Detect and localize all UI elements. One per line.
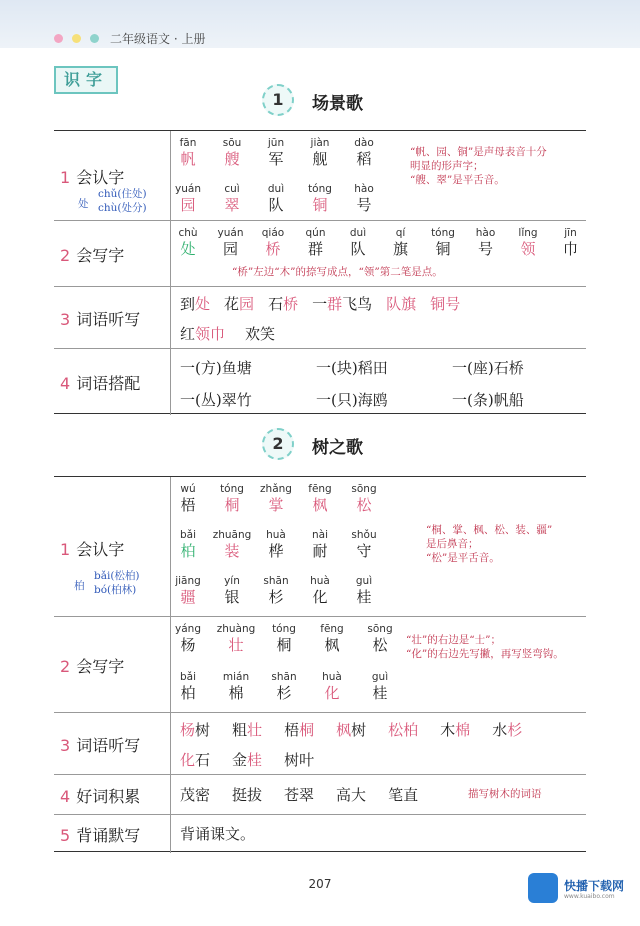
char-cell <box>212 483 252 515</box>
row-label: 1 会认字 <box>60 540 125 559</box>
hanzi: 号 <box>477 240 493 258</box>
word-char: 化 <box>180 751 196 769</box>
handwritten-note <box>410 145 547 187</box>
word-char: 桂 <box>247 751 263 769</box>
pinyin: sōng <box>367 623 393 635</box>
hanzi: 铜 <box>435 240 451 258</box>
hanzi: 桐 <box>224 496 240 514</box>
hanzi: 装 <box>224 542 240 560</box>
word <box>336 721 366 739</box>
pinyin: zhuāng <box>212 529 252 541</box>
word-char: 杉 <box>507 721 523 739</box>
word-char: 水 <box>492 721 508 739</box>
char-cell <box>360 623 400 655</box>
handwritten-note <box>232 265 443 279</box>
pink-dot <box>54 34 63 43</box>
pinyin: zhuàng <box>216 623 256 635</box>
hanzi: 疆 <box>180 588 196 606</box>
char-cell <box>344 483 384 515</box>
logo-icon <box>528 873 558 903</box>
char-cell <box>344 137 384 169</box>
pinyin: yáng <box>175 623 201 635</box>
pinyin: huà <box>322 671 342 683</box>
word-part: 旗 <box>401 295 417 313</box>
section-badge: 识字 <box>54 66 118 94</box>
row-label: 2 会写字 <box>60 246 125 265</box>
word-part: 领巾 <box>195 325 226 343</box>
lesson-title: 场景歌 <box>312 94 363 114</box>
char-cell <box>168 529 208 561</box>
poly-reading-1: chǔ(住处) <box>98 188 147 200</box>
note-line: “壮”的右边是“士”； <box>406 634 501 646</box>
poly-reading-2: bó(柏林) <box>94 584 137 596</box>
word-char: 杨 <box>180 721 196 739</box>
dictation-line-1 <box>180 293 460 314</box>
header-bar <box>0 0 640 48</box>
pinyin: tóng <box>272 623 296 635</box>
good-words <box>180 784 418 805</box>
word-char: 木 <box>440 721 456 739</box>
char-cell <box>360 671 400 703</box>
note-line: “松”是平舌音。 <box>426 552 500 564</box>
hanzi: 队 <box>350 240 366 258</box>
hanzi: 军 <box>268 150 284 168</box>
note-line: 明显的形声字； <box>410 160 484 172</box>
polyphone-note <box>78 187 147 215</box>
word-part: 号 <box>445 295 461 313</box>
hanzi: 桂 <box>356 588 372 606</box>
row-recognize <box>54 131 586 221</box>
good-word: 高大 <box>336 786 367 804</box>
char-cell <box>300 529 340 561</box>
pinyin: duì <box>267 183 285 195</box>
pinyin: qí <box>395 227 406 239</box>
hanzi: 群 <box>307 240 323 258</box>
note-line: 是后鼻音； <box>426 538 479 550</box>
handwritten-note <box>406 633 564 661</box>
char-cell <box>344 575 384 607</box>
pinyin: cuì <box>224 183 240 195</box>
char-cell <box>300 183 340 215</box>
hanzi: 杉 <box>268 588 284 606</box>
pinyin: yín <box>224 575 240 587</box>
word <box>232 721 262 739</box>
hanzi: 巾 <box>562 240 578 258</box>
char-cell <box>300 137 340 169</box>
hanzi: 桥 <box>265 240 281 258</box>
hanzi: 领 <box>520 240 536 258</box>
hanzi: 柏 <box>180 684 196 702</box>
hanzi: 园 <box>180 196 196 214</box>
good-word: 挺拔 <box>232 786 263 804</box>
logo-name: 快播下载网 <box>564 879 625 893</box>
char-cell <box>264 671 304 703</box>
hanzi: 处 <box>180 240 196 258</box>
poly-char: 处 <box>78 198 89 210</box>
pinyin: tóng <box>308 183 332 195</box>
word-part: 处 <box>195 295 211 313</box>
hanzi: 银 <box>224 588 240 606</box>
word-char: 棉 <box>455 721 471 739</box>
char-cell <box>312 671 352 703</box>
pinyin: bǎi <box>179 529 197 541</box>
recite-text: 背诵课文。 <box>180 825 256 843</box>
hanzi: 柏 <box>180 542 196 560</box>
word-char: 柏 <box>403 721 419 739</box>
pinyin: sōng <box>351 483 377 495</box>
note-line: 描写树木的词语 <box>468 788 542 800</box>
word-char: 粗 <box>232 721 248 739</box>
pinyin: mián <box>222 671 250 683</box>
matching-item: 一(丛)翠竹 <box>180 391 252 409</box>
word-part: 一 <box>312 295 328 313</box>
word-char: 桐 <box>299 721 315 739</box>
poly-reading-2: chù(处分) <box>98 202 147 214</box>
note-line: “艘、翠”是平舌音。 <box>410 174 505 186</box>
char-cell <box>211 227 251 259</box>
row-label: 3 词语听写 <box>60 736 141 755</box>
hanzi: 稻 <box>356 150 372 168</box>
pinyin: fēng <box>320 623 344 635</box>
good-word: 笔直 <box>388 786 419 804</box>
dictation-line-2 <box>180 323 275 344</box>
word-char: 石 <box>195 751 211 769</box>
word-char: 叶 <box>299 751 315 769</box>
row-label: 3 词语听写 <box>60 310 141 329</box>
row-recite <box>54 815 586 853</box>
dictation-line-2 <box>180 749 314 770</box>
word <box>284 721 314 739</box>
char-cell <box>168 183 208 215</box>
char-cell <box>256 575 296 607</box>
word-char: 树 <box>284 751 300 769</box>
hanzi: 守 <box>356 542 372 560</box>
word <box>440 721 470 739</box>
char-cell <box>212 529 252 561</box>
char-cell <box>256 137 296 169</box>
hanzi: 棉 <box>228 684 244 702</box>
char-cell <box>216 623 256 655</box>
matching-item: 一(只)海鸥 <box>316 391 388 409</box>
pinyin: bǎi <box>179 671 197 683</box>
pinyin: qún <box>305 227 326 239</box>
pinyin: chù <box>178 227 198 239</box>
word-part: 园 <box>239 295 255 313</box>
pinyin: qiáo <box>261 227 285 239</box>
lesson-2-header <box>0 424 640 464</box>
pinyin: duì <box>349 227 367 239</box>
hanzi: 梧 <box>180 496 196 514</box>
pinyin: lǐng <box>518 227 538 239</box>
char-cell <box>423 227 463 259</box>
lesson-number: 1 <box>262 84 294 116</box>
row-label: 4 好词积累 <box>60 787 141 806</box>
word <box>388 721 418 739</box>
char-cell <box>296 227 336 259</box>
yellow-dot <box>72 34 81 43</box>
word-char: 金 <box>232 751 248 769</box>
word-char: 梧 <box>284 721 300 739</box>
pinyin: guì <box>355 575 373 587</box>
row-label: 4 词语搭配 <box>60 374 141 393</box>
pinyin: jīn <box>564 227 577 239</box>
char-cell <box>344 183 384 215</box>
char-cell <box>381 227 421 259</box>
char-cell <box>212 137 252 169</box>
word-char: 松 <box>388 721 404 739</box>
hanzi: 杉 <box>276 684 292 702</box>
pinyin: hào <box>354 183 374 195</box>
lesson-1-table <box>54 130 586 414</box>
hanzi: 壮 <box>228 636 244 654</box>
word-char: 壮 <box>247 721 263 739</box>
note-line: “桐、掌、枫、松、装、疆” <box>426 524 553 536</box>
char-cell <box>466 227 506 259</box>
word-part: 桥 <box>283 295 299 313</box>
note-line: “桥”左边“木”的捺写成点，“领”第二笔是点。 <box>232 266 443 278</box>
char-cell <box>168 623 208 655</box>
pinyin: jūn <box>267 137 285 149</box>
hanzi: 杨 <box>180 636 196 654</box>
hanzi: 化 <box>312 588 328 606</box>
hanzi: 桦 <box>268 542 284 560</box>
word-part: 欢笑 <box>245 325 276 343</box>
hanzi: 枫 <box>312 496 328 514</box>
char-cell <box>212 183 252 215</box>
pinyin: fēng <box>308 483 332 495</box>
pinyin: fān <box>179 137 197 149</box>
page-number: 207 <box>308 877 332 891</box>
word <box>284 751 314 769</box>
pinyin: shān <box>263 575 289 587</box>
pinyin: guì <box>371 671 389 683</box>
watermark-logo <box>528 873 628 909</box>
lesson-2-table <box>54 476 586 852</box>
pinyin: zhǎng <box>260 483 292 495</box>
hanzi: 化 <box>324 684 340 702</box>
hanzi: 舰 <box>312 150 328 168</box>
hanzi: 松 <box>356 496 372 514</box>
char-cell <box>300 575 340 607</box>
char-cell <box>216 671 256 703</box>
hanzi: 桐 <box>276 636 292 654</box>
pinyin: hào <box>475 227 496 239</box>
pinyin: huà <box>266 529 286 541</box>
char-cell <box>168 137 208 169</box>
pinyin: sōu <box>222 137 242 149</box>
lesson-number: 2 <box>262 428 294 460</box>
hanzi: 翠 <box>224 196 240 214</box>
row-good-words <box>54 775 586 815</box>
row-label: 2 会写字 <box>60 657 125 676</box>
hanzi: 松 <box>372 636 388 654</box>
pinyin: yuán <box>175 183 201 195</box>
word-char: 树 <box>351 721 367 739</box>
hanzi: 枫 <box>324 636 340 654</box>
pinyin: shǒu <box>351 529 377 541</box>
hanzi: 桂 <box>372 684 388 702</box>
row-write <box>54 221 586 287</box>
pinyin: wú <box>180 483 196 495</box>
hanzi: 园 <box>222 240 238 258</box>
hanzi: 掌 <box>268 496 284 514</box>
hanzi: 旗 <box>392 240 408 258</box>
book-title: 二年级语文 · 上册 <box>110 32 206 46</box>
note-line: “化”的右边先写撇，再写竖弯钩。 <box>406 648 564 660</box>
word <box>180 721 210 739</box>
matching-item: 一(块)稻田 <box>316 359 388 377</box>
hanzi: 铜 <box>312 196 328 214</box>
poly-char: 柏 <box>74 580 85 592</box>
logo-url: www.kuaibo.com <box>564 893 615 900</box>
char-cell <box>256 529 296 561</box>
lesson-1-header <box>0 82 640 122</box>
hanzi: 号 <box>356 196 372 214</box>
word-part: 飞鸟 <box>342 295 373 313</box>
hanzi: 艘 <box>224 150 240 168</box>
hanzi: 帆 <box>180 150 196 168</box>
lesson-title: 树之歌 <box>312 438 363 458</box>
word-part: 红 <box>180 325 196 343</box>
matching-item: 一(条)帆船 <box>452 391 524 409</box>
word-part: 花 <box>224 295 240 313</box>
word <box>180 751 210 769</box>
char-cell <box>256 183 296 215</box>
char-cell <box>256 483 296 515</box>
char-cell <box>551 227 591 259</box>
char-cell <box>300 483 340 515</box>
char-cell <box>168 483 208 515</box>
handwritten-note <box>468 787 542 801</box>
hanzi: 队 <box>268 196 284 214</box>
pinyin: jiàn <box>310 137 330 149</box>
char-cell <box>168 227 208 259</box>
pinyin: nài <box>311 529 328 541</box>
pinyin: dào <box>354 137 374 149</box>
polyphone-note <box>74 569 140 597</box>
hanzi: 耐 <box>312 542 328 560</box>
pinyin: tóng <box>431 227 455 239</box>
char-cell <box>338 227 378 259</box>
row-dictation <box>54 287 586 349</box>
word-part: 到 <box>180 295 196 313</box>
matching-item: 一(座)石桥 <box>452 359 524 377</box>
row-recognize <box>54 477 586 617</box>
word <box>492 721 522 739</box>
pinyin: huà <box>310 575 330 587</box>
dictation-line-1 <box>180 719 522 740</box>
char-cell <box>344 529 384 561</box>
row-label: 1 会认字 <box>60 168 125 187</box>
pinyin: jiāng <box>175 575 201 587</box>
char-cell <box>312 623 352 655</box>
good-word: 苍翠 <box>284 786 315 804</box>
good-word: 茂密 <box>180 786 211 804</box>
word-part: 队 <box>386 295 402 313</box>
word-char: 枫 <box>336 721 352 739</box>
pinyin: tóng <box>220 483 244 495</box>
row-dictation <box>54 713 586 775</box>
word-part: 群 <box>327 295 343 313</box>
word-char: 树 <box>195 721 211 739</box>
pinyin: shān <box>271 671 297 683</box>
row-label: 5 背诵默写 <box>60 826 141 845</box>
handwritten-note <box>426 523 552 565</box>
word <box>232 751 262 769</box>
char-cell <box>253 227 293 259</box>
word-part: 铜 <box>430 295 446 313</box>
note-line: “帆、园、铜”是声母表音十分 <box>410 146 547 158</box>
matching-item: 一(方)鱼塘 <box>180 359 252 377</box>
char-cell <box>264 623 304 655</box>
char-cell <box>212 575 252 607</box>
teal-dot <box>90 34 99 43</box>
pinyin: yuán <box>217 227 244 239</box>
char-cell <box>168 575 208 607</box>
word-part: 石 <box>268 295 284 313</box>
row-write <box>54 617 586 713</box>
char-cell <box>508 227 548 259</box>
char-cell <box>168 671 208 703</box>
poly-reading-1: bǎi(松柏) <box>94 570 140 582</box>
row-matching <box>54 349 586 415</box>
